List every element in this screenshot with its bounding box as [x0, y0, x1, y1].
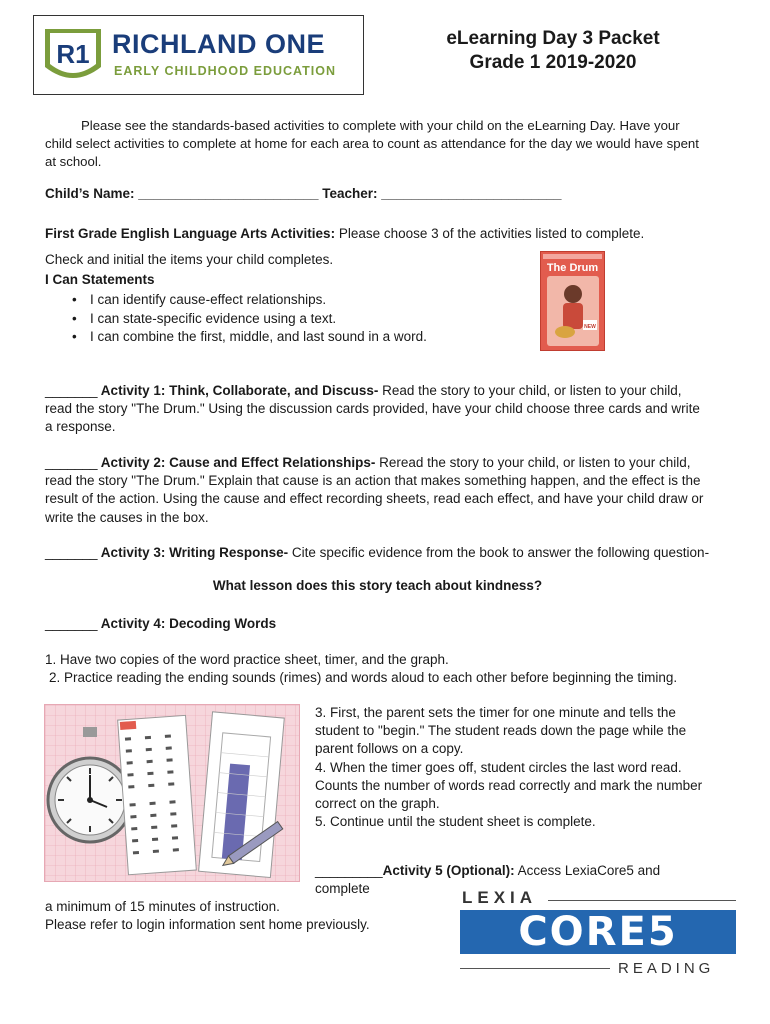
activity-2: [45, 454, 710, 527]
logo-title: RICHLAND ONE: [112, 29, 325, 59]
divider: [460, 968, 610, 969]
child-name-field[interactable]: Child’s Name: ________________________: [45, 186, 319, 201]
list-item: • I can identify cause-effect relationships.: [45, 291, 427, 310]
list-item: • I can combine the first, middle, and last sound in a word.: [45, 328, 427, 347]
activity-5-text: Access LexiaCore5 and complete: [315, 863, 661, 897]
activity-4-title: Activity 4: Decoding Words: [97, 616, 277, 631]
svg-text:NEW: NEW: [584, 324, 596, 330]
teacher-name-field[interactable]: Teacher: ________________________: [322, 186, 562, 201]
list-item: • I can state-specific evidence using a text.: [45, 310, 427, 329]
activity-1-title: Activity 1: Think, Collaborate, and Discuss-: [97, 383, 379, 398]
name-fields: [45, 186, 561, 201]
step-2: 2. Practice reading the ending sounds (rimes) and words aloud to each other before beginning the timing.: [49, 670, 678, 686]
step-5: 5. Continue until the student sheet is complete.: [315, 814, 596, 830]
logo-mark: R1: [56, 39, 90, 69]
title-line-2: Grade 1 2019-2020: [469, 52, 637, 73]
district-logo: [33, 15, 364, 95]
step-3: 3. First, the parent sets the timer for one minute and tells the student to "begin." The student reads down the page while the parent follows on a copy.: [315, 705, 687, 757]
book-title: The Drum: [546, 262, 599, 274]
reading-wordmark: READING: [618, 960, 715, 977]
decoding-steps: [45, 651, 710, 687]
activity-2-checkbox[interactable]: _______: [45, 455, 98, 470]
activity-5-title: Activity 5 (Optional):: [382, 863, 515, 878]
step-1: 1. Have two copies of the word practice sheet, timer, and the graph.: [45, 652, 449, 667]
i-can-list: [45, 291, 427, 347]
divider: [548, 900, 736, 901]
activity-3-text: Cite specific evidence from the book to answer the following question-: [288, 545, 710, 560]
core5-banner: [460, 910, 736, 954]
book-art-icon: [547, 276, 599, 346]
logo-subtitle: EARLY CHILDHOOD EDUCATION: [114, 64, 337, 78]
activity-1: [45, 382, 710, 437]
book-cover-image: [540, 251, 605, 351]
book-series-band: [543, 254, 602, 259]
page-title: [400, 27, 706, 75]
intro-paragraph: Please see the standards-based activities to complete with your child on the eLearning Day. Have your child select activities to complete at home for each area to count as attendance for the day we would have spent at school.: [45, 118, 699, 170]
book-illustration: [547, 276, 599, 346]
activity-1-checkbox[interactable]: _______: [45, 383, 98, 398]
title-line-1: eLearning Day 3 Packet: [446, 28, 660, 49]
activity-3-checkbox[interactable]: _______: [45, 545, 98, 560]
stopwatch-and-worksheet-icon: [45, 705, 300, 882]
activity-3: [45, 544, 710, 562]
activity-3-title: Activity 3: Writing Response-: [97, 545, 289, 560]
shield-icon: [43, 27, 103, 83]
activity-4: [45, 615, 710, 633]
timing-illustration: [44, 704, 300, 882]
activity-5-continuation: a minimum of 15 minutes of instruction.: [45, 899, 280, 914]
decoding-steps-continued: [315, 704, 705, 831]
i-can-heading: I Can Statements: [45, 272, 155, 287]
ela-heading-bold: First Grade English Language Arts Activities:: [45, 226, 336, 241]
activity-1-text: Read the story to your child, or listen to your child, read the story "The Drum." Using the discussion cards provided, have your child choose three cards and write a response.: [45, 383, 700, 435]
ela-heading-text: Please choose 3 of the activities listed to complete. Check and initial the items your child completes.: [45, 226, 645, 267]
step-4: 4. When the timer goes off, student circles the last word read. Counts the number of words read correctly and mark the number correct on the graph.: [315, 759, 703, 812]
core5-text: CORE5: [518, 909, 678, 955]
activity-5-continued: [45, 898, 445, 934]
activity-5-refer: Please refer to login information sent home previously.: [45, 917, 370, 933]
activity-2-text: Reread the story to your child, or listen to your child, read the story "The Drum." Explain that cause is an action that makes something happen, and the effect is the result of the action. Using the cause and effect recording sheets, read each effect, and have your child draw or write the causes in the box.: [45, 455, 704, 525]
lexia-wordmark: LEXIA: [462, 888, 538, 907]
activity-2-title: Activity 2: Cause and Effect Relationships-: [97, 455, 376, 470]
lexia-core5-logo: [456, 888, 736, 980]
activity-3-question: What lesson does this story teach about kindness?: [212, 578, 543, 593]
activity-4-checkbox[interactable]: _______: [45, 616, 98, 631]
activity-5-checkbox[interactable]: _________: [315, 863, 383, 878]
